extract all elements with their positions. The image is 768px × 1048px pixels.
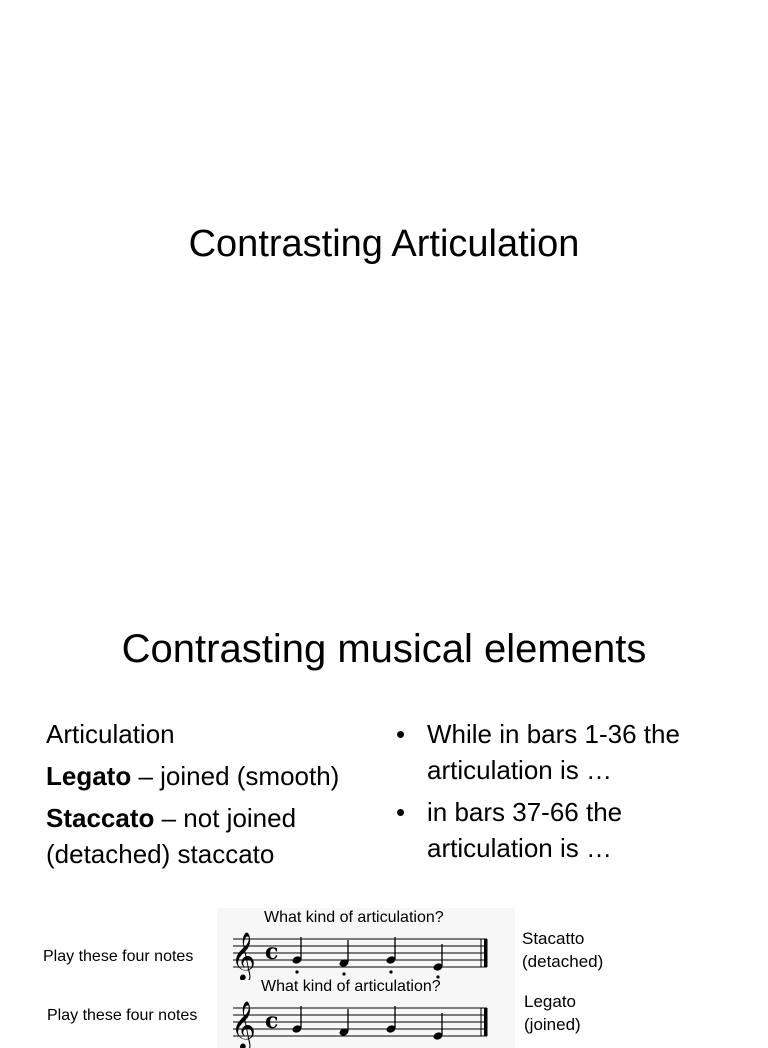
common-time-icon: c — [265, 939, 279, 965]
score-question: What kind of articulation? — [264, 909, 444, 926]
legato-answer: Legato (joined) — [524, 992, 581, 1034]
bar-comparison-list — [396, 716, 736, 872]
list-item: • in bars 37-66 the articulation is … — [396, 794, 736, 866]
staccato-notes — [292, 937, 444, 979]
score-question: What kind of articulation? — [261, 978, 441, 995]
staccato-answer: Stacatto (detached) — [522, 929, 604, 971]
score-examples — [217, 908, 515, 1048]
staccato-staff — [217, 928, 515, 980]
slide-title: Contrasting musical elements — [121, 627, 647, 671]
bullet-icon: • — [396, 797, 406, 827]
list-item: • While in bars 1-36 the articulation is … — [396, 716, 736, 788]
legato-definition — [46, 758, 376, 794]
legato-term: Legato — [46, 761, 132, 791]
play-label-staccato: Play these four notes — [43, 948, 194, 965]
common-time-icon: c — [265, 1008, 279, 1034]
legato-staff — [217, 997, 515, 1048]
content-slide — [0, 576, 768, 1048]
bullet-icon: • — [396, 719, 406, 749]
articulation-definitions — [46, 716, 376, 878]
treble-clef-icon: 𝄞 — [231, 931, 256, 980]
slide-title: Contrasting Articulation — [188, 223, 580, 265]
staccato-text: – not joined (detached) staccato — [46, 803, 297, 869]
legato-text: – joined (smooth) — [131, 761, 340, 791]
play-label-legato: Play these four notes — [47, 1007, 198, 1024]
articulation-heading: Articulation — [46, 719, 175, 749]
staccato-term: Staccato — [46, 803, 155, 833]
staccato-definition — [46, 800, 376, 872]
treble-clef-icon: 𝄞 — [231, 1000, 256, 1048]
